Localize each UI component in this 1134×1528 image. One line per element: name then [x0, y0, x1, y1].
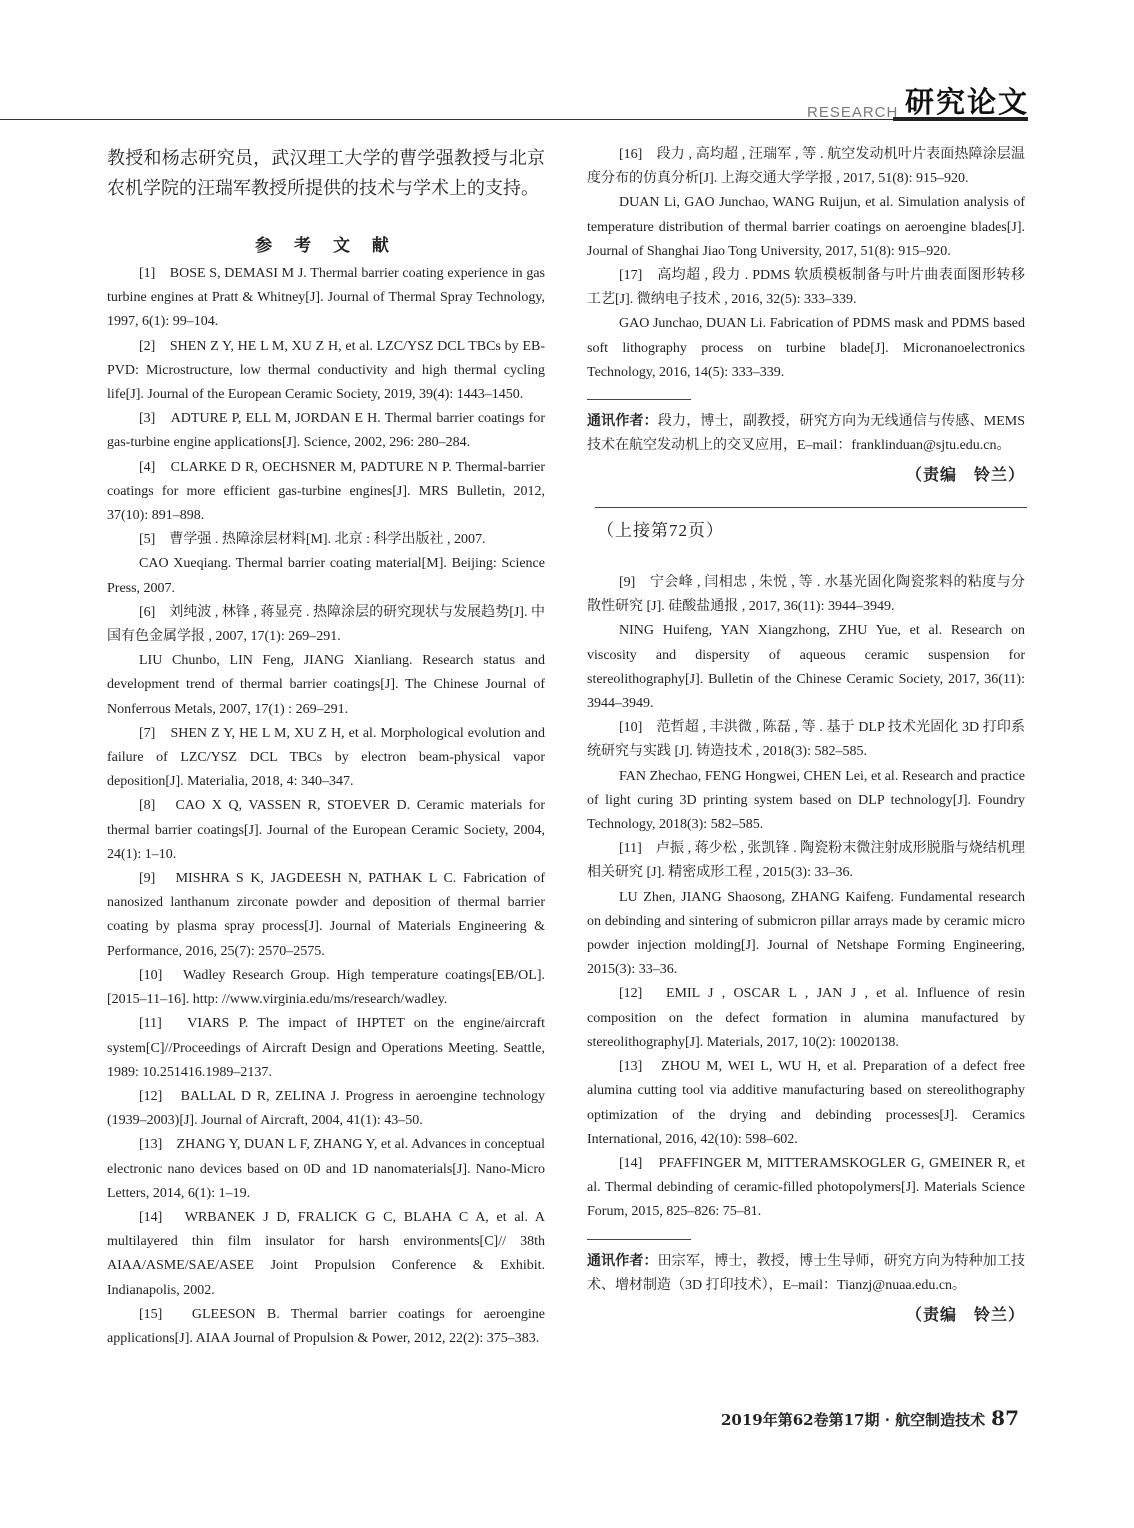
reference-item: [16] 段力 , 高均超 , 汪瑞军 , 等 . 航空发动机叶片表面热障涂层温度分布的仿真分析[J]. 上海交通大学学报 , 2017, 51(8): 915–920.: [587, 147, 1025, 187]
reference-item: [7] SHEN Z Y, HE L M, XU Z H, et al. Morphological evolution and failure of LZC/YSZ DCL TBCs by electron beam-physical vapor deposition[J]. Materialia, 2018, 4: 340–347.: [107, 725, 545, 790]
reference-item: FAN Zhechao, FENG Hongwei, CHEN Lei, et al. Research and practice of light curing 3D printing system based on DLP technology[J]. Foundry Technology, 2018(3): 582–585.: [587, 768, 1025, 833]
reference-item: [14] PFAFFINGER M, MITTERAMSKOGLER G, GMEINER R, et al. Thermal debinding of ceramic-filled photopolymers[J]. Materials Science Forum, 2015, 825–826: 75–81.: [587, 1155, 1025, 1220]
reference-item: LU Zhen, JIANG Shaosong, ZHANG Kaifeng. Fundamental research on debinding and sintering of submicron pillar arrays made by ceramic micro powder injection molding[J]. Journal of Netshape Forming Engineering, 2015(3): 33–36.: [587, 889, 1025, 978]
reference-list-right-a: [587, 143, 1025, 385]
reference-item: [6] 刘纯波 , 林锋 , 蒋显亮 . 热障涂层的研究现状与发展趋势[J]. 中国有色金属学报 , 2007, 17(1): 269–291.: [107, 604, 545, 645]
page-footer: [721, 1406, 1019, 1430]
reference-item: GAO Junchao, DUAN Li. Fabrication of PDMS mask and PDMS based soft lithography process on turbine blade[J]. Micronanoelectronics Technology, 2016, 14(5): 333–339.: [587, 316, 1025, 380]
acknowledgement-text: 教授和杨志研究员，武汉理工大学的曹学强教授与北京农机学院的汪瑞军教授所提供的技术与学术上的支持。: [107, 148, 545, 198]
continued-from-note: （上接第72页）: [597, 521, 724, 541]
reference-list-left: [107, 262, 545, 1351]
author-label: 通讯作者：: [587, 414, 658, 430]
page-number: 87: [991, 1406, 1020, 1430]
reference-item: [17] 高均超 , 段力 . PDMS 软质模板制备与叶片曲表面图形转移工艺[J]. 微纳电子技术 , 2016, 32(5): 333–339.: [587, 268, 1025, 308]
reference-item: [11] VIARS P. The impact of IHPTET on the engine/aircraft system[C]//Proceedings of Aircraft Design and Operations Meeting. Seattle, 1989: 10.251416.1989–2137.: [107, 1016, 545, 1080]
journal-issue: 2019年第62卷第17期 · 航空制造技术: [721, 1411, 986, 1429]
reference-item: [9] 宁会峰 , 闫相忠 , 朱悦 , 等 . 水基光固化陶瓷浆料的粘度与分散性研究 [J]. 硅酸盐通报 , 2017, 36(11): 3944–3949.: [587, 575, 1025, 615]
editor-credit: （责编 铃兰）: [905, 465, 1025, 485]
divider: [587, 399, 691, 400]
reference-item: [13] ZHOU M, WEI L, WU H, et al. Preparation of a defect free alumina cutting tool via additive manufacturing based on stereolithography optimization of the drying and debinding processes[J]. Ceramics International, 2016, 42(10): 598–602.: [587, 1059, 1025, 1147]
author-details: 田宗军，博士，教授，博士生导师，研究方向为特种加工技术、增材制造（3D 打印技术），E–mail：Tianzj@nuaa.edu.cn。: [587, 1253, 1026, 1293]
divider: [595, 507, 1027, 508]
section-label-cn: 研究论文: [905, 85, 1030, 119]
references-heading: 参 考 文 献: [255, 236, 397, 256]
reference-item: [3] ADTURE P, ELL M, JORDAN E H. Thermal barrier coatings for gas-turbine engine applications[J]. Science, 2002, 296: 280–284.: [107, 411, 545, 451]
reference-item: [4] CLARKE D R, OECHSNER M, PADTURE N P. Thermal-barrier coatings for more efficient gas-turbine engines[J]. MRS Bulletin, 2012, 37(10): 891–898.: [107, 459, 545, 524]
corresponding-author: [587, 1250, 1025, 1298]
reference-item: [1] BOSE S, DEMASI M J. Thermal barrier coating experience in gas turbine engines at Pratt & Whitney[J]. Journal of Thermal Spray Technology, 1997, 6(1): 99–104.: [107, 266, 545, 330]
reference-item: LIU Chunbo, LIN Feng, JIANG Xianliang. Research status and development trend of thermal barrier coatings[J]. The Chinese Journal of Nonferrous Metals, 2007, 17(1) : 269–291.: [107, 653, 545, 717]
reference-item: [15] GLEESON B. Thermal barrier coatings for aeroengine applications[J]. AIAA Journal of Propulsion & Power, 2012, 22(2): 375–383.: [107, 1306, 545, 1346]
reference-item: CAO Xueqiang. Thermal barrier coating material[M]. Beijing: Science Press, 2007.: [107, 556, 545, 596]
author-details: 段力，博士，副教授，研究方向为无线通信与传感、MEMS技术在航空发动机上的交叉应用，E–mail：franklinduan@sjtu.edu.cn。: [587, 414, 1026, 454]
reference-item: DUAN Li, GAO Junchao, WANG Ruijun, et al. Simulation analysis of temperature distribution of thermal barrier coatings on aeroengine blades[J]. Journal of Shanghai Jiao Tong University, 2017, 51(8): 915–920.: [587, 195, 1025, 259]
reference-item: [10] Wadley Research Group. High temperature coatings[EB/OL]. [2015–11–16]. http: //www.virginia.edu/ms/research/wadley.: [107, 967, 545, 1008]
author-label: 通讯作者：: [587, 1253, 658, 1269]
reference-item: [11] 卢振 , 蒋少松 , 张凯锋 . 陶瓷粉末微注射成形脱脂与烧结机理相关研究 [J]. 精密成形工程 , 2015(3): 33–36.: [587, 841, 1025, 881]
corresponding-author: [587, 410, 1025, 458]
reference-item: [5] 曹学强 . 热障涂层材料[M]. 北京 : 科学出版社 , 2007.: [139, 532, 486, 548]
right-column: [587, 143, 1025, 1325]
reference-item: [2] SHEN Z Y, HE L M, XU Z H, et al. LZC/YSZ DCL TBCs by EB-PVD: Microstructure, low thermal conductivity and high thermal cycling life[J]. Journal of the European Ceramic Society, 2019, 39(4): 1443–1450.: [107, 338, 545, 403]
reference-item: [10] 范哲超 , 丰洪微 , 陈磊 , 等 . 基于 DLP 技术光固化 3D 打印系统研究与实践 [J]. 铸造技术 , 2018(3): 582–585.: [587, 720, 1025, 760]
reference-item: [12] BALLAL D R, ZELINA J. Progress in aeroengine technology (1939–2003)[J]. Journal of Aircraft, 2004, 41(1): 43–50.: [107, 1088, 545, 1129]
reference-item: [12] EMIL J , OSCAR L , JAN J , et al. Influence of resin composition on the defect formation in alumina manufactured by stereolithography[J]. Materials, 2017, 10(2): 10020138.: [587, 986, 1025, 1050]
reference-item: [8] CAO X Q, VASSEN R, STOEVER D. Ceramic materials for thermal barrier coatings[J]. Journal of the European Ceramic Society, 2004, 24(1): 1–10.: [107, 798, 545, 862]
divider: [587, 1239, 691, 1240]
editor-credit: （责编 铃兰）: [905, 1304, 1025, 1324]
reference-item: [13] ZHANG Y, DUAN L F, ZHANG Y, et al. Advances in conceptual electronic nano devices based on 0D and 1D nanomaterials[J]. Nano-Micro Letters, 2014, 6(1): 1–19.: [107, 1137, 545, 1201]
reference-list-right-b: [587, 571, 1025, 1224]
left-column: [107, 143, 545, 1351]
reference-item: [14] WRBANEK J D, FRALICK G C, BLAHA C A, et al. A multilayered thin film insulator for harsh environments[C]// 38th AIAA/ASME/SAE/ASEE Joint Propulsion Conference & Exhibit. Indianapolis, 2002.: [107, 1209, 545, 1298]
section-label-en: RESEARCH: [807, 104, 899, 121]
reference-item: [9] MISHRA S K, JAGDEESH N, PATHAK L C. Fabrication of nanosized lanthanum zirconate powder and deposition of thermal barrier coating by plasma spray process[J]. Journal of Materials Engineering & Performance, 2016, 25(7): 2570–2575.: [107, 871, 545, 959]
reference-item: NING Huifeng, YAN Xiangzhong, ZHU Yue, et al. Research on viscosity and dispersity of aqueous ceramic suspension for stereolithography[J]. Bulletin of the Chinese Ceramic Society, 2017, 36(11): 3944–3949.: [587, 623, 1025, 712]
